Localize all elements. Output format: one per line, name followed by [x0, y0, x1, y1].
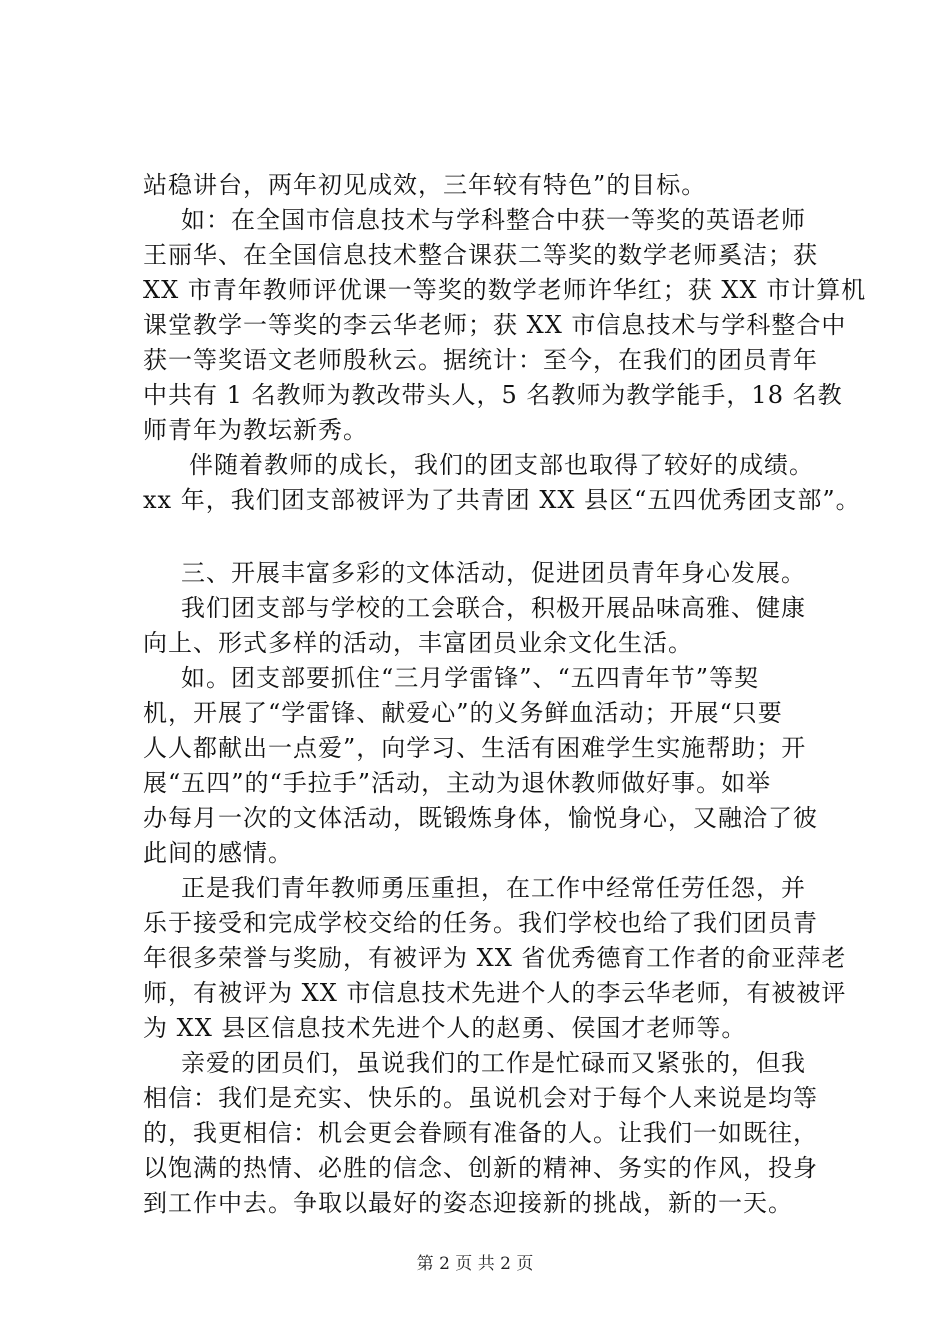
text-line: 年很多荣誉与奖励，有被评为 XX 省优秀德育工作者的俞亚萍老: [143, 944, 847, 972]
section-heading: 三、开展丰富多彩的文体活动，促进团员青年身心发展。: [181, 559, 806, 587]
document-body: [143, 168, 867, 1221]
text-line: 机，开展了“学雷锋、献爱心”的义务鲜血活动；开展“只要: [143, 699, 783, 727]
text-line: 以饱满的热情、必胜的信念、创新的精神、务实的作风，投身: [143, 1154, 818, 1182]
paragraph-gap: [143, 518, 843, 556]
text-line: 师，有被评为 XX 市信息技术先进个人的李云华老师，有被被评: [143, 979, 847, 1007]
text-line: 正是我们青年教师勇压重担，在工作中经常任劳任怨，并: [181, 874, 806, 902]
text-line: 课堂教学一等奖的李云华老师；获 XX 市信息技术与学科整合中: [143, 311, 847, 339]
text-line: 如：在全国市信息技术与学科整合中获一等奖的英语老师: [181, 206, 806, 234]
text-line: xx 年，我们团支部被评为了共青团 XX 县区“五四优秀团支部”。: [143, 486, 861, 514]
text-line: 王丽华、在全国信息技术整合课获二等奖的数学老师奚洁；获: [143, 241, 818, 269]
text-line: 如。团支部要抓住“三月学雷锋”、“五四青年节”等契: [181, 664, 760, 692]
text-line: 人人都献出一点爱”，向学习、生活有困难学生实施帮助；开: [143, 734, 807, 762]
text-line: 亲爱的团员们，虽说我们的工作是忙碌而又紧张的，但我: [181, 1049, 806, 1077]
text-line: XX 市青年教师评优课一等奖的数学老师许华红；获 XX 市计算机: [143, 276, 867, 304]
text-line: 中共有 1 名教师为教改带头人，5 名教师为教学能手，18 名教: [143, 381, 843, 409]
page-footer: 第 2 页 共 2 页: [416, 1254, 534, 1274]
text-line: 到工作中去。争取以最好的姿态迎接新的挑战，新的一天。: [143, 1189, 793, 1217]
text-line: 师青年为教坛新秀。: [143, 416, 368, 444]
text-line: 为 XX 县区信息技术先进个人的赵勇、侯国才老师等。: [143, 1014, 747, 1042]
text-line: 我们团支部与学校的工会联合，积极开展品味高雅、健康: [181, 594, 806, 622]
text-line: 站稳讲台，两年初见成效，三年较有特色”的目标。: [143, 171, 707, 199]
text-line: 相信：我们是充实、快乐的。虽说机会对于每个人来说是均等: [143, 1084, 818, 1112]
text-line: 办每月一次的文体活动，既锻炼身体，愉悦身心，又融洽了彼: [143, 804, 818, 832]
text-line: 乐于接受和完成学校交给的任务。我们学校也给了我们团员青: [143, 909, 818, 937]
text-line: 向上、形式多样的活动，丰富团员业余文化生活。: [143, 629, 693, 657]
text-line: 展“五四”的“手拉手”活动，主动为退休教师做好事。如举: [143, 769, 772, 797]
text-line: 的，我更相信：机会更会眷顾有准备的人。让我们一如既往，: [143, 1119, 818, 1147]
text-line: 伴随着教师的成长，我们的团支部也取得了较好的成绩。: [189, 451, 814, 479]
text-line: 此间的感情。: [143, 839, 293, 867]
text-line: 获一等奖语文老师殷秋云。据统计：至今，在我们的团员青年: [143, 346, 818, 374]
